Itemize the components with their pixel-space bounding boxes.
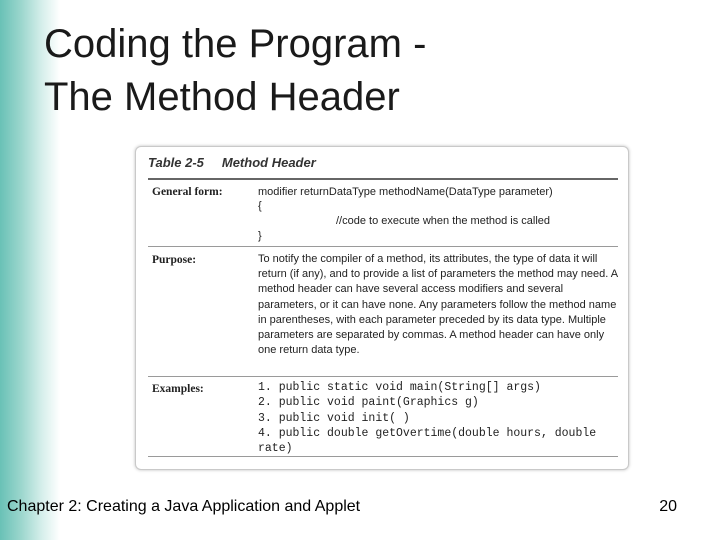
slide-title — [44, 18, 684, 124]
general-form-label: General form: — [152, 186, 223, 198]
table-caption — [148, 155, 316, 170]
slide-title-line-1: Coding the Program - — [44, 22, 427, 66]
example-line: rate) — [258, 442, 293, 456]
table-caption-number: Table 2-5 — [148, 155, 204, 170]
general-form-line: } — [258, 230, 262, 242]
example-line: 1. public static void main(String[] args) — [258, 381, 541, 394]
examples-label: Examples: — [152, 383, 204, 395]
method-header-table — [135, 146, 629, 470]
purpose-text: To notify the compiler of a method, its attributes, the type of data it will return (if any), and to provide a list of parameters the method may need. A method header can have several access modifiers and several parameters, or it can have none. Any parameters follow the method name in parentheses, with each parameter preceded by its data type. Multiple parameters are separated by commas. A method header can have only one return data type. — [258, 253, 618, 357]
row-divider — [148, 376, 618, 377]
example-line: 2. public void paint(Graphics g) — [258, 396, 479, 410]
footer-chapter: Chapter 2: Creating a Java Application and Applet — [7, 498, 361, 515]
page-number: 20 — [659, 498, 677, 515]
general-form-body — [258, 185, 618, 243]
examples-body — [258, 380, 618, 456]
purpose-label: Purpose: — [152, 254, 197, 266]
general-form-line: //code to execute when the method is called — [336, 215, 551, 227]
general-form-line: { — [258, 200, 262, 212]
table-bottom-rule — [148, 456, 618, 457]
slide-title-line-2: The Method Header — [44, 75, 400, 119]
example-line: 3. public void init( ) — [258, 411, 410, 425]
row-divider — [148, 246, 618, 247]
example-line: 4. public double getOvertime(double hours, double — [258, 426, 597, 440]
general-form-line: modifier returnDataType methodName(DataType parameter) — [258, 186, 553, 198]
table-caption-title: Method Header — [221, 155, 316, 170]
table-top-rule — [148, 178, 618, 180]
